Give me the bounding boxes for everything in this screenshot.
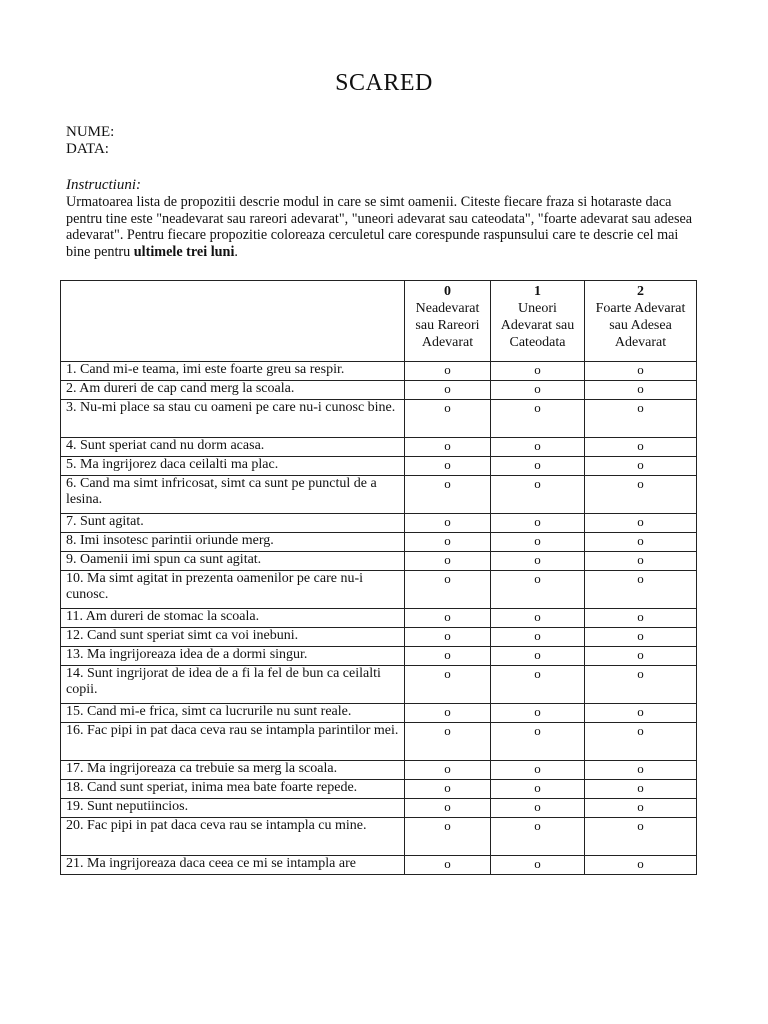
answer-option-0[interactable]: o	[405, 533, 491, 552]
answer-option-1[interactable]: o	[491, 476, 585, 514]
column-number: 1	[534, 284, 541, 299]
answer-option-0[interactable]: o	[405, 704, 491, 723]
answer-option-1[interactable]: o	[491, 628, 585, 647]
table-row	[61, 780, 697, 799]
column-label: Foarte Adevarat sau Adesea Adevarat	[595, 301, 686, 350]
answer-option-0[interactable]: o	[405, 666, 491, 704]
answer-option-2[interactable]: o	[585, 571, 697, 609]
column-label: Uneori Adevarat sau Cateodata	[500, 301, 575, 350]
answer-option-1[interactable]: o	[491, 799, 585, 818]
table-row	[61, 438, 697, 457]
question-text: 13. Ma ingrijoreaza idea de a dormi singur.	[61, 647, 405, 666]
table-row	[61, 818, 697, 856]
question-text: 18. Cand sunt speriat, inima mea bate foarte repede.	[61, 780, 405, 799]
answer-option-0[interactable]: o	[405, 476, 491, 514]
table-row	[61, 609, 697, 628]
instructions-heading	[66, 177, 141, 194]
answer-option-2[interactable]: o	[585, 552, 697, 571]
answer-option-1[interactable]: o	[491, 609, 585, 628]
instructions-label-suffix: :	[136, 177, 141, 193]
answer-option-2[interactable]: o	[585, 362, 697, 381]
table-row	[61, 533, 697, 552]
question-text: 8. Imi insotesc parintii oriunde merg.	[61, 533, 405, 552]
answer-option-2[interactable]: o	[585, 628, 697, 647]
name-field-label[interactable]: NUME:	[66, 124, 115, 140]
question-text: 1. Cand mi-e teama, imi este foarte greu sa respir.	[61, 362, 405, 381]
column-label: Neadevarat sau Rareori Adevarat	[415, 301, 480, 350]
answer-option-1[interactable]: o	[491, 571, 585, 609]
answer-option-0[interactable]: o	[405, 438, 491, 457]
question-text: 7. Sunt agitat.	[61, 514, 405, 533]
answer-option-2[interactable]: o	[585, 400, 697, 438]
table-row	[61, 856, 697, 875]
answer-option-1[interactable]: o	[491, 704, 585, 723]
answer-option-1[interactable]: o	[491, 457, 585, 476]
question-text: 20. Fac pipi in pat daca ceva rau se intampla cu mine.	[61, 818, 405, 856]
table-row	[61, 362, 697, 381]
table-row	[61, 704, 697, 723]
answer-option-1[interactable]: o	[491, 533, 585, 552]
column-number: 2	[637, 284, 644, 299]
answer-option-1[interactable]: o	[491, 666, 585, 704]
question-text: 6. Cand ma simt infricosat, simt ca sunt pe punctul de a lesina.	[61, 476, 405, 514]
table-row	[61, 552, 697, 571]
instructions-label: Instructiuni	[66, 177, 136, 193]
question-text: 2. Am dureri de cap cand merg la scoala.	[61, 381, 405, 400]
question-text: 4. Sunt speriat cand nu dorm acasa.	[61, 438, 405, 457]
answer-option-1[interactable]: o	[491, 780, 585, 799]
answer-option-2[interactable]: o	[585, 818, 697, 856]
questionnaire-body	[61, 362, 697, 875]
column-header-2	[585, 281, 697, 362]
question-text: 16. Fac pipi in pat daca ceva rau se intampla parintilor mei.	[61, 723, 405, 761]
question-text: 12. Cand sunt speriat simt ca voi inebuni.	[61, 628, 405, 647]
answer-option-1[interactable]: o	[491, 438, 585, 457]
answer-option-0[interactable]: o	[405, 400, 491, 438]
table-row	[61, 514, 697, 533]
form-fields	[66, 124, 114, 158]
answer-option-0[interactable]: o	[405, 856, 491, 875]
table-row	[61, 457, 697, 476]
answer-option-0[interactable]: o	[405, 609, 491, 628]
answer-option-1[interactable]: o	[491, 856, 585, 875]
column-header-0	[405, 281, 491, 362]
table-row	[61, 666, 697, 704]
answer-option-2[interactable]: o	[585, 381, 697, 400]
answer-option-2[interactable]: o	[585, 856, 697, 875]
answer-option-0[interactable]: o	[405, 761, 491, 780]
table-row	[61, 628, 697, 647]
table-header-row	[61, 281, 697, 362]
answer-option-2[interactable]: o	[585, 647, 697, 666]
answer-option-0[interactable]: o	[405, 647, 491, 666]
header-blank-cell	[61, 281, 405, 362]
answer-option-0[interactable]: o	[405, 514, 491, 533]
answer-option-2[interactable]: o	[585, 780, 697, 799]
answer-option-0[interactable]: o	[405, 362, 491, 381]
question-text: 17. Ma ingrijoreaza ca trebuie sa merg la scoala.	[61, 761, 405, 780]
question-text: 3. Nu-mi place sa stau cu oameni pe care nu-i cunosc bine.	[61, 400, 405, 438]
answer-option-2[interactable]: o	[585, 799, 697, 818]
answer-option-0[interactable]: o	[405, 571, 491, 609]
table-row	[61, 723, 697, 761]
answer-option-0[interactable]: o	[405, 628, 491, 647]
answer-option-0[interactable]: o	[405, 381, 491, 400]
answer-option-0[interactable]: o	[405, 457, 491, 476]
table-row	[61, 761, 697, 780]
table-row	[61, 647, 697, 666]
questionnaire-table	[60, 280, 697, 875]
question-text: 9. Oamenii imi spun ca sunt agitat.	[61, 552, 405, 571]
question-text: 21. Ma ingrijoreaza daca ceea ce mi se intampla are	[61, 856, 405, 875]
answer-option-2[interactable]: o	[585, 476, 697, 514]
question-text: 10. Ma simt agitat in prezenta oamenilor pe care nu-i cunosc.	[61, 571, 405, 609]
question-text: 19. Sunt neputiincios.	[61, 799, 405, 818]
answer-option-2[interactable]: o	[585, 438, 697, 457]
date-field-label[interactable]: DATA:	[66, 141, 109, 157]
question-text: 14. Sunt ingrijorat de idea de a fi la fel de bun ca ceilalti copii.	[61, 666, 405, 704]
answer-option-1[interactable]: o	[491, 647, 585, 666]
answer-option-0[interactable]: o	[405, 780, 491, 799]
answer-option-1[interactable]: o	[491, 400, 585, 438]
column-header-1	[491, 281, 585, 362]
answer-option-2[interactable]: o	[585, 533, 697, 552]
answer-option-2[interactable]: o	[585, 704, 697, 723]
table-row	[61, 476, 697, 514]
question-text: 11. Am dureri de stomac la scoala.	[61, 609, 405, 628]
answer-option-2[interactable]: o	[585, 761, 697, 780]
question-text: 5. Ma ingrijorez daca ceilalti ma plac.	[61, 457, 405, 476]
answer-option-0[interactable]: o	[405, 818, 491, 856]
answer-option-1[interactable]: o	[491, 381, 585, 400]
answer-option-0[interactable]: o	[405, 552, 491, 571]
answer-option-1[interactable]: o	[491, 723, 585, 761]
instructions-emphasis: ultimele trei luni	[133, 243, 235, 260]
answer-option-1[interactable]: o	[491, 362, 585, 381]
page-title: SCARED	[335, 70, 433, 96]
answer-option-2[interactable]: o	[585, 666, 697, 704]
instructions-end: .	[234, 243, 238, 260]
answer-option-1[interactable]: o	[491, 552, 585, 571]
answer-option-2[interactable]: o	[585, 514, 697, 533]
answer-option-2[interactable]: o	[585, 723, 697, 761]
answer-option-1[interactable]: o	[491, 514, 585, 533]
table-row	[61, 400, 697, 438]
column-number: 0	[444, 284, 451, 299]
answer-option-0[interactable]: o	[405, 723, 491, 761]
table-row	[61, 799, 697, 818]
answer-option-2[interactable]: o	[585, 457, 697, 476]
table-row	[61, 571, 697, 609]
question-text: 15. Cand mi-e frica, simt ca lucrurile nu sunt reale.	[61, 704, 405, 723]
instructions-body: Urmatoarea lista de propozitii descrie modul in care se simt oamenii. Citeste fiecare fraza si hotaraste daca pentru tine este "neadevarat sau rareori adevarat", "uneori adevarat sau cateodata", "foarte adevarat sau adesea adevarat". Pentru fiecare propozitie coloreaza cerculetul care corespunde raspunsului care te descrie cel mai bine pentru	[66, 194, 693, 260]
answer-option-0[interactable]: o	[405, 799, 491, 818]
instructions-text	[66, 194, 706, 260]
answer-option-1[interactable]: o	[491, 761, 585, 780]
table-row	[61, 381, 697, 400]
answer-option-1[interactable]: o	[491, 818, 585, 856]
answer-option-2[interactable]: o	[585, 609, 697, 628]
